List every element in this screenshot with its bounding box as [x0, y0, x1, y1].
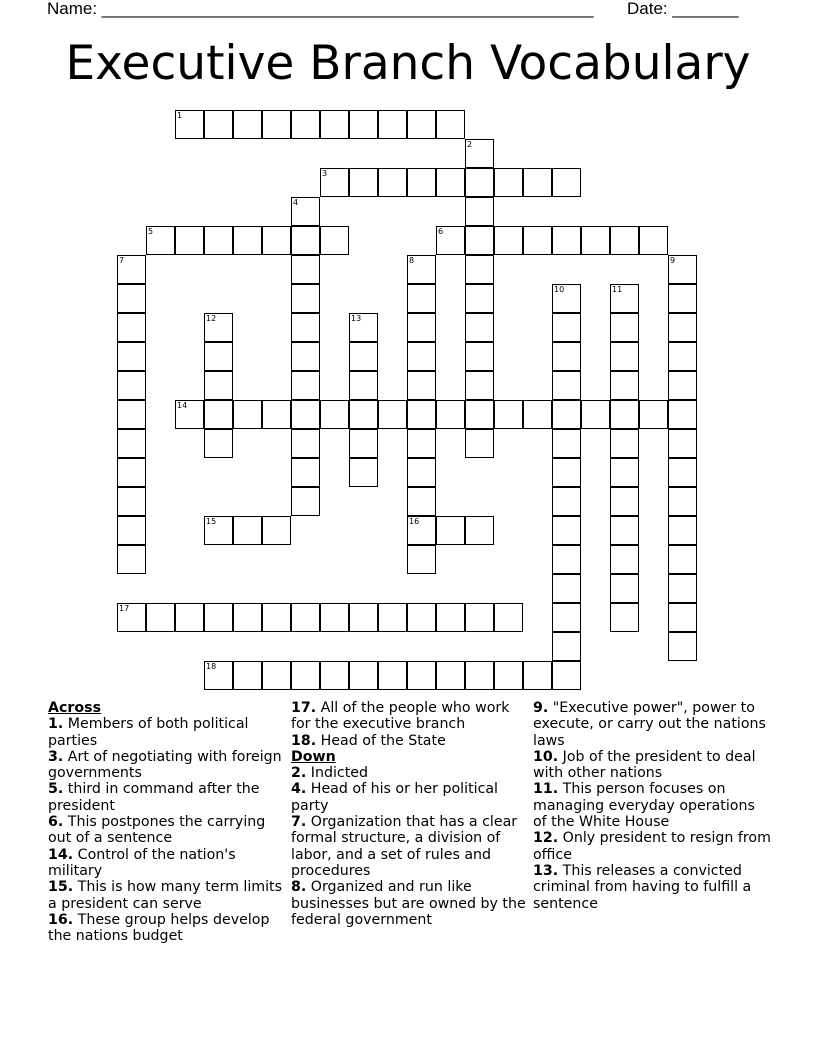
grid-cell[interactable]: [407, 429, 436, 458]
clue-down-9: 9. "Executive power", power to execute, or carry out the nations laws: [533, 700, 766, 749]
grid-cell[interactable]: [610, 313, 639, 342]
grid-cell[interactable]: [262, 516, 291, 545]
grid-cell[interactable]: [494, 661, 523, 690]
grid-cell[interactable]: [117, 371, 146, 400]
clue-number: 5: [148, 227, 154, 236]
grid-cell[interactable]: [407, 661, 436, 690]
grid-cell[interactable]: [668, 487, 697, 516]
grid-cell[interactable]: [494, 168, 523, 197]
clue-number: 13: [351, 314, 362, 323]
grid-cell[interactable]: [407, 516, 436, 545]
clue-down-12: 12. Only president to resign from office: [533, 830, 771, 863]
grid-cell[interactable]: [349, 371, 378, 400]
grid-cell[interactable]: [407, 371, 436, 400]
grid-cell[interactable]: [204, 661, 233, 690]
grid-cell[interactable]: [204, 603, 233, 632]
grid-cell[interactable]: [552, 487, 581, 516]
grid-cell[interactable]: [291, 197, 320, 226]
clue-column-3: [533, 700, 773, 912]
clue-number: 1: [177, 111, 183, 120]
grid-cell[interactable]: [320, 226, 349, 255]
clue-down-4: 4. Head of his or her political party: [291, 781, 499, 814]
clue-across-15: 15. This is how many term limits a president can serve: [48, 879, 283, 912]
date-line[interactable]: Date: _______: [627, 0, 739, 18]
grid-cell[interactable]: [610, 545, 639, 574]
grid-cell[interactable]: [262, 400, 291, 429]
grid-cell[interactable]: [291, 487, 320, 516]
grid-cell[interactable]: [668, 371, 697, 400]
clue-number: 16: [409, 517, 420, 526]
grid-cell[interactable]: [233, 400, 262, 429]
grid-cell[interactable]: [494, 603, 523, 632]
grid-cell[interactable]: [465, 226, 494, 255]
grid-cell[interactable]: [668, 545, 697, 574]
clue-across-16: 16. These group helps develop the nations budget: [48, 911, 270, 945]
grid-cell[interactable]: [349, 342, 378, 371]
grid-cell[interactable]: [552, 168, 581, 197]
grid-cell[interactable]: [262, 226, 291, 255]
grid-cell[interactable]: [610, 574, 639, 603]
clue-number: 17: [119, 604, 130, 613]
clue-down-13: 13. This releases a convicted criminal from having to fulfill a sentence: [533, 862, 752, 912]
grid-cell[interactable]: [552, 603, 581, 632]
grid-cell[interactable]: [349, 110, 378, 139]
grid-cell[interactable]: [552, 284, 581, 313]
grid-cell[interactable]: [668, 603, 697, 632]
grid-cell[interactable]: [610, 429, 639, 458]
grid-cell[interactable]: [204, 429, 233, 458]
grid-cell[interactable]: [610, 516, 639, 545]
grid-cell[interactable]: [465, 371, 494, 400]
grid-cell[interactable]: [552, 429, 581, 458]
clue-down-11: 11. This person focuses on managing everyday operations of the White House: [533, 781, 755, 831]
grid-cell[interactable]: [204, 313, 233, 342]
grid-cell[interactable]: [436, 661, 465, 690]
grid-cell[interactable]: [204, 516, 233, 545]
grid-cell[interactable]: [233, 110, 262, 139]
grid-cell[interactable]: [291, 371, 320, 400]
grid-cell[interactable]: [610, 603, 639, 632]
grid-cell[interactable]: [581, 226, 610, 255]
grid-cell[interactable]: [233, 516, 262, 545]
clue-number: 7: [119, 256, 125, 265]
grid-cell[interactable]: [465, 400, 494, 429]
grid-cell[interactable]: [552, 458, 581, 487]
grid-cell[interactable]: [668, 574, 697, 603]
grid-cell[interactable]: [436, 110, 465, 139]
grid-cell[interactable]: [349, 168, 378, 197]
grid-cell[interactable]: [117, 487, 146, 516]
grid-cell[interactable]: [552, 400, 581, 429]
grid-cell[interactable]: [320, 168, 349, 197]
grid-cell[interactable]: [465, 168, 494, 197]
clue-number: 8: [409, 256, 415, 265]
grid-cell[interactable]: [233, 226, 262, 255]
grid-cell[interactable]: [436, 168, 465, 197]
clue-number: 3: [322, 169, 328, 178]
grid-cell[interactable]: [523, 168, 552, 197]
grid-cell[interactable]: [349, 429, 378, 458]
grid-cell[interactable]: [262, 661, 291, 690]
clue-number: 15: [206, 517, 217, 526]
clue-down-2: 2. Indicted: [291, 765, 369, 782]
grid-cell[interactable]: [436, 603, 465, 632]
grid-cell[interactable]: [436, 400, 465, 429]
grid-cell[interactable]: [349, 603, 378, 632]
grid-cell[interactable]: [291, 342, 320, 371]
grid-cell[interactable]: [465, 516, 494, 545]
grid-cell[interactable]: [204, 400, 233, 429]
grid-cell[interactable]: [175, 226, 204, 255]
clue-number: 2: [467, 140, 473, 149]
grid-cell[interactable]: [465, 603, 494, 632]
grid-cell[interactable]: [146, 603, 175, 632]
name-line[interactable]: Name: ____________________________________________________: [47, 0, 594, 18]
clue-number: 4: [293, 198, 299, 207]
grid-cell[interactable]: [668, 429, 697, 458]
grid-cell[interactable]: [204, 342, 233, 371]
grid-cell[interactable]: [465, 255, 494, 284]
grid-cell[interactable]: [552, 226, 581, 255]
grid-cell[interactable]: [320, 661, 349, 690]
grid-cell[interactable]: [581, 400, 610, 429]
clue-down-8: 8. Organized and run like businesses but are owned by the federal government: [291, 879, 526, 928]
grid-cell[interactable]: [668, 313, 697, 342]
grid-cell[interactable]: [436, 226, 465, 255]
grid-cell[interactable]: [494, 226, 523, 255]
grid-cell[interactable]: [117, 458, 146, 487]
clue-number: 11: [612, 285, 623, 294]
grid-cell[interactable]: [407, 603, 436, 632]
grid-cell[interactable]: [204, 371, 233, 400]
grid-cell[interactable]: [175, 400, 204, 429]
grid-cell[interactable]: [407, 255, 436, 284]
grid-cell[interactable]: [204, 226, 233, 255]
grid-cell[interactable]: [291, 226, 320, 255]
clue-across-3: 3. Art of negotiating with foreign governments: [48, 748, 282, 782]
grid-cell[interactable]: [378, 603, 407, 632]
grid-cell[interactable]: [552, 516, 581, 545]
grid-cell[interactable]: [465, 661, 494, 690]
grid-cell[interactable]: [117, 255, 146, 284]
clue-down-7: 7. Organization that has a clear formal structure, a division of labor, and a set of rules and procedures: [291, 814, 518, 879]
clue-number: 10: [554, 285, 565, 294]
grid-cell[interactable]: [378, 168, 407, 197]
grid-cell[interactable]: [610, 284, 639, 313]
grid-cell[interactable]: [117, 342, 146, 371]
grid-cell[interactable]: [465, 342, 494, 371]
grid-cell[interactable]: [291, 110, 320, 139]
grid-cell[interactable]: [465, 284, 494, 313]
page-title: Executive Branch Vocabulary: [65, 36, 751, 91]
grid-cell[interactable]: [552, 313, 581, 342]
grid-cell[interactable]: [117, 429, 146, 458]
grid-cell[interactable]: [552, 574, 581, 603]
grid-cell[interactable]: [233, 603, 262, 632]
grid-cell[interactable]: [407, 545, 436, 574]
grid-cell[interactable]: [117, 603, 146, 632]
down-heading: Down: [291, 748, 336, 765]
grid-cell[interactable]: [552, 632, 581, 661]
clue-across-5: 5. third in command after the president: [48, 781, 260, 814]
grid-cell[interactable]: [407, 487, 436, 516]
grid-cell[interactable]: [494, 400, 523, 429]
grid-cell[interactable]: [639, 226, 668, 255]
grid-cell[interactable]: [378, 400, 407, 429]
grid-cell[interactable]: [117, 313, 146, 342]
grid-cell[interactable]: [407, 284, 436, 313]
grid-cell[interactable]: [465, 139, 494, 168]
grid-cell[interactable]: [262, 110, 291, 139]
grid-cell[interactable]: [262, 603, 291, 632]
clue-across-6: 6. This postpones the carrying out of a sentence: [48, 814, 266, 847]
grid-cell[interactable]: [610, 487, 639, 516]
grid-cell[interactable]: [291, 661, 320, 690]
grid-cell[interactable]: [610, 458, 639, 487]
grid-cell[interactable]: [117, 545, 146, 574]
grid-cell[interactable]: [407, 313, 436, 342]
grid-cell[interactable]: [610, 371, 639, 400]
grid-cell[interactable]: [552, 342, 581, 371]
grid-cell[interactable]: [378, 110, 407, 139]
grid-cell[interactable]: [291, 255, 320, 284]
grid-cell[interactable]: [610, 226, 639, 255]
grid-cell[interactable]: [291, 458, 320, 487]
grid-cell[interactable]: [291, 603, 320, 632]
clue-column-1: [48, 700, 283, 944]
grid-cell[interactable]: [349, 313, 378, 342]
clue-down-10: 10. Job of the president to deal with other nations: [533, 748, 756, 782]
grid-cell[interactable]: [523, 226, 552, 255]
clue-number: 14: [177, 401, 188, 410]
grid-cell[interactable]: [320, 603, 349, 632]
grid-cell[interactable]: [204, 110, 233, 139]
clue-across-14: 14. Control of the nation's military: [48, 846, 236, 879]
clue-across-1: 1. Members of both political parties: [48, 716, 249, 749]
grid-cell[interactable]: [465, 197, 494, 226]
grid-cell[interactable]: [407, 110, 436, 139]
grid-cell[interactable]: [349, 661, 378, 690]
grid-cell[interactable]: [407, 400, 436, 429]
grid-cell[interactable]: [668, 516, 697, 545]
clue-number: 12: [206, 314, 217, 323]
grid-cell[interactable]: [320, 400, 349, 429]
grid-cell[interactable]: [465, 313, 494, 342]
grid-cell[interactable]: [668, 458, 697, 487]
grid-cell[interactable]: [407, 342, 436, 371]
clue-number: 6: [438, 227, 444, 236]
grid-cell[interactable]: [291, 313, 320, 342]
grid-cell[interactable]: [175, 110, 204, 139]
clue-across-17: 17. All of the people who work for the executive branch: [291, 700, 510, 733]
grid-cell[interactable]: [349, 400, 378, 429]
grid-cell[interactable]: [291, 400, 320, 429]
grid-cell[interactable]: [523, 661, 552, 690]
grid-cell[interactable]: [552, 545, 581, 574]
grid-cell[interactable]: [668, 400, 697, 429]
grid-cell[interactable]: [668, 284, 697, 313]
grid-cell[interactable]: [668, 255, 697, 284]
grid-cell[interactable]: [117, 400, 146, 429]
grid-cell[interactable]: [407, 168, 436, 197]
grid-cell[interactable]: [175, 603, 204, 632]
grid-cell[interactable]: [523, 400, 552, 429]
grid-cell[interactable]: [233, 661, 262, 690]
grid-cell[interactable]: [349, 458, 378, 487]
grid-cell[interactable]: [117, 284, 146, 313]
grid-cell[interactable]: [117, 516, 146, 545]
clue-number: 9: [670, 256, 676, 265]
grid-cell[interactable]: [668, 632, 697, 661]
grid-cell[interactable]: [610, 400, 639, 429]
clue-column-2: [291, 700, 527, 928]
grid-cell[interactable]: [668, 342, 697, 371]
grid-cell[interactable]: [552, 661, 581, 690]
grid-cell[interactable]: [639, 400, 668, 429]
grid-cell[interactable]: [407, 458, 436, 487]
clue-across-18: 18. Head of the State: [291, 732, 446, 749]
grid-cell[interactable]: [465, 429, 494, 458]
grid-cell[interactable]: [291, 429, 320, 458]
grid-cell[interactable]: [320, 110, 349, 139]
grid-cell[interactable]: [610, 342, 639, 371]
grid-cell[interactable]: [552, 371, 581, 400]
grid-cell[interactable]: [436, 516, 465, 545]
grid-cell[interactable]: [291, 284, 320, 313]
clue-number: 18: [206, 662, 217, 671]
across-heading: Across: [48, 700, 102, 716]
grid-cell[interactable]: [378, 661, 407, 690]
grid-cell[interactable]: [146, 226, 175, 255]
